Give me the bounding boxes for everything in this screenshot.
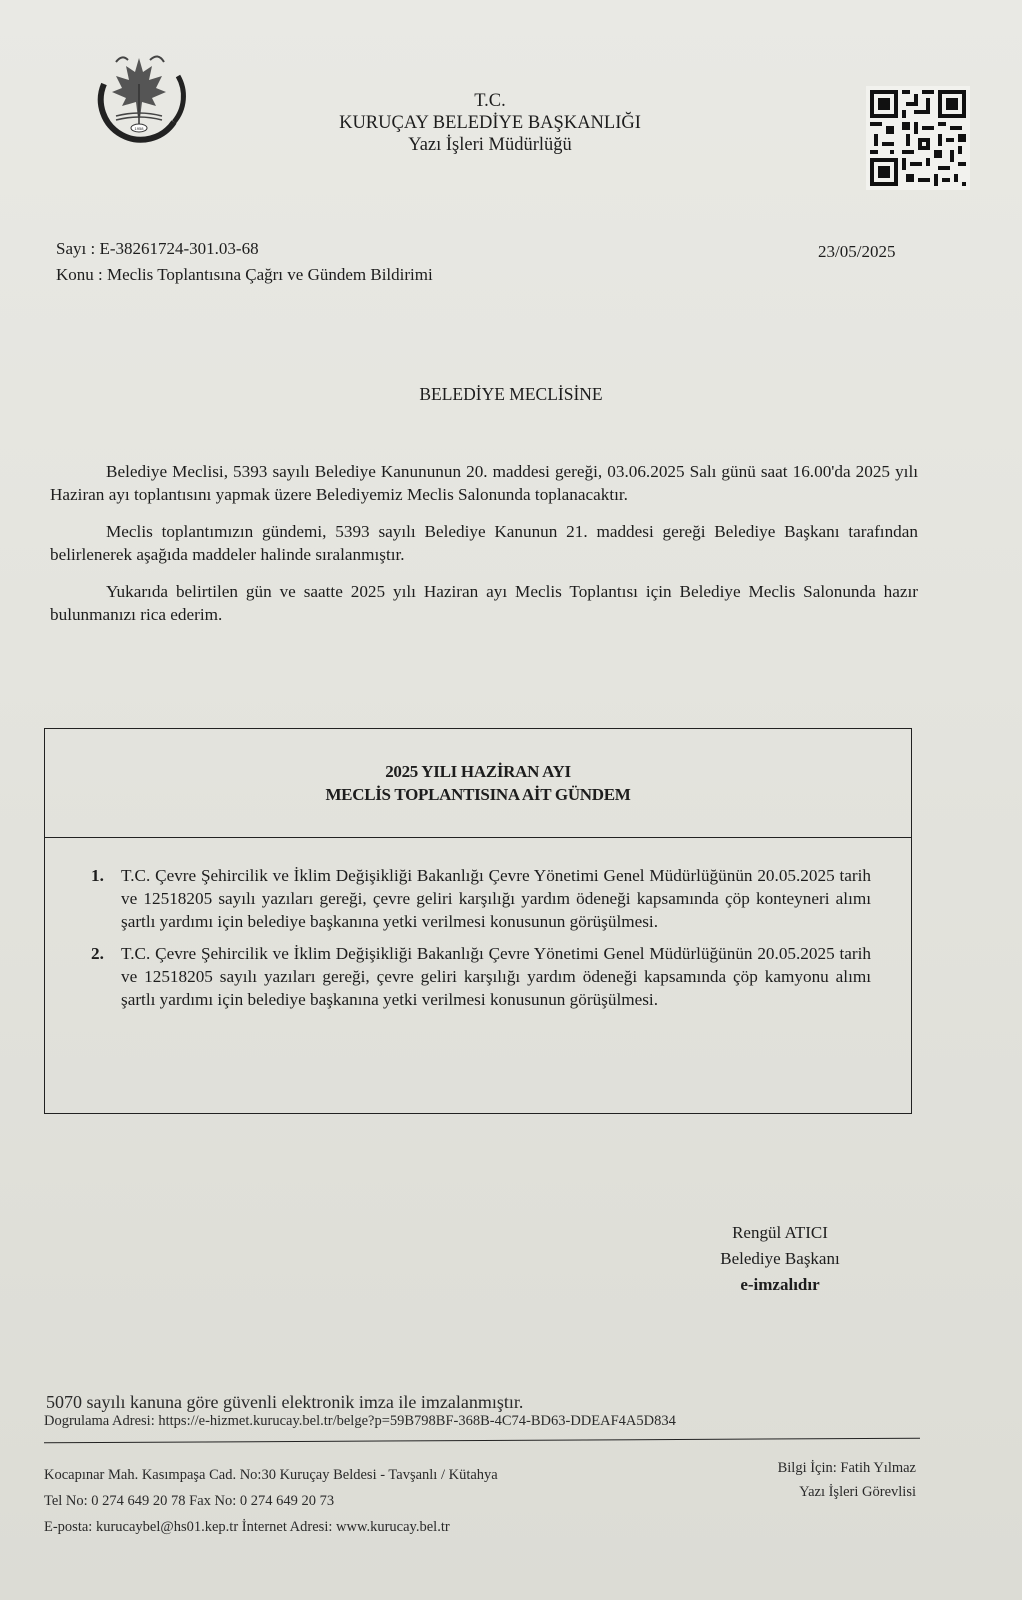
verification-address: Dogrulama Adresi: https://e-hizmet.kurucay.bel.tr/belge?p=59B798BF-368B-4C74-BD63-DDEAF4A5D834 — [44, 1413, 676, 1429]
header-department: Yazı İşleri Müdürlüğü — [408, 135, 572, 155]
sayi-value: : E-38261724-301.03-68 — [90, 239, 259, 258]
body-paragraph: Yukarıda belirtilen gün ve saatte 2025 yılı Haziran ayı Meclis Toplantısı için Belediye Meclis Salonunda hazır bulunmanızı rica ederim. — [50, 582, 918, 624]
agenda-item-number: 2. — [91, 944, 104, 963]
qr-code — [866, 86, 970, 190]
signatory-title: Belediye Başkanı — [720, 1249, 840, 1268]
agenda-item-number: 1. — [91, 866, 104, 885]
document-date: 23/05/2025 — [818, 242, 896, 261]
agenda-item-text: T.C. Çevre Şehircilik ve İklim Değişikliği Bakanlığı Çevre Yönetimi Genel Müdürlüğünün 20.05.2025 tarih ve 12518205 sayılı yazıları gereği, çevre geliri karşılığı yardım ödeneği kapsamında çöp konteyneri alımı şartlı yardımı için belediye başkanına yetki verilmesi konusunun görüşülmesi. — [121, 866, 871, 931]
svg-text:1958: 1958 — [134, 126, 144, 131]
municipality-logo — [86, 44, 192, 150]
agenda-title-line2: MECLİS TOPLANTISINA AİT GÜNDEM — [325, 785, 631, 804]
footer-divider — [44, 1438, 920, 1444]
body-paragraph: Meclis toplantımızın gündemi, 5393 sayılı Belediye Kanunun 21. maddesi gereği Belediye Başkanı tarafından belirlenerek aşağıda maddeler halinde sıralanmıştır. — [50, 522, 918, 564]
agenda-title — [45, 729, 911, 838]
sayi-label: Sayı — [56, 239, 87, 258]
qr-code-icon — [866, 86, 970, 190]
konu-label: Konu — [56, 265, 94, 284]
agenda-box — [44, 728, 912, 1114]
addressee: BELEDİYE MECLİSİNE — [419, 384, 603, 404]
header-tc: T.C. — [474, 91, 506, 111]
email-website: E-posta: kurucaybel@hs01.kep.tr İnternet Adresi: www.kurucay.bel.tr — [44, 1519, 450, 1535]
phone-fax: Tel No: 0 274 649 20 78 Fax No: 0 274 649 20 73 — [44, 1493, 335, 1509]
agenda-item — [91, 942, 871, 1011]
body-paragraph: Belediye Meclisi, 5393 sayılı Belediye Kanununun 20. maddesi gereği, 03.06.2025 Salı günü saat 16.00'da 2025 yılı Haziran ayı toplantısını yapmak üzere Belediyemiz Meclis Salonunda toplanacaktır. — [50, 462, 918, 504]
maple-leaf-emblem-icon — [86, 44, 192, 150]
info-contact-role: Yazı İşleri Görevlisi — [799, 1484, 916, 1500]
esign-status: e-imzalıdır — [740, 1275, 820, 1294]
letter-body — [50, 460, 918, 640]
info-contact-name: Bilgi İçin: Fatih Yılmaz — [777, 1460, 916, 1476]
agenda-list — [45, 838, 911, 1011]
contact-info — [44, 1462, 498, 1540]
esign-notice: 5070 sayılı kanuna göre güvenli elektronik imza ile imzalanmıştır. — [46, 1392, 524, 1412]
letterhead — [290, 90, 690, 156]
header-institution: KURUÇAY BELEDİYE BAŞKANLIĞI — [339, 113, 641, 133]
agenda-item-text: T.C. Çevre Şehircilik ve İklim Değişikliği Bakanlığı Çevre Yönetimi Genel Müdürlüğünün 20.05.2025 tarih ve 12518205 sayılı yazıları gereği, çevre geliri karşılığı yardım ödeneği kapsamında çöp kamyonu alımı şartlı yardımı için belediye başkanına yetki verilmesi konusunun görüşülmesi. — [121, 944, 871, 1009]
info-contact — [720, 1456, 916, 1504]
subject-line — [56, 262, 433, 288]
agenda-item — [91, 864, 871, 933]
agenda-title-line1: 2025 YILI HAZİRAN AYI — [385, 762, 571, 781]
signatory-name: Rengül ATICI — [732, 1223, 828, 1242]
konu-value: : Meclis Toplantısına Çağrı ve Gündem Bildirimi — [98, 265, 433, 284]
reference-number — [56, 236, 433, 262]
signature-block — [680, 1220, 880, 1298]
document-meta — [56, 236, 433, 288]
postal-address: Kocapınar Mah. Kasımpaşa Cad. No:30 Kuruçay Beldesi - Tavşanlı / Kütahya — [44, 1467, 498, 1483]
